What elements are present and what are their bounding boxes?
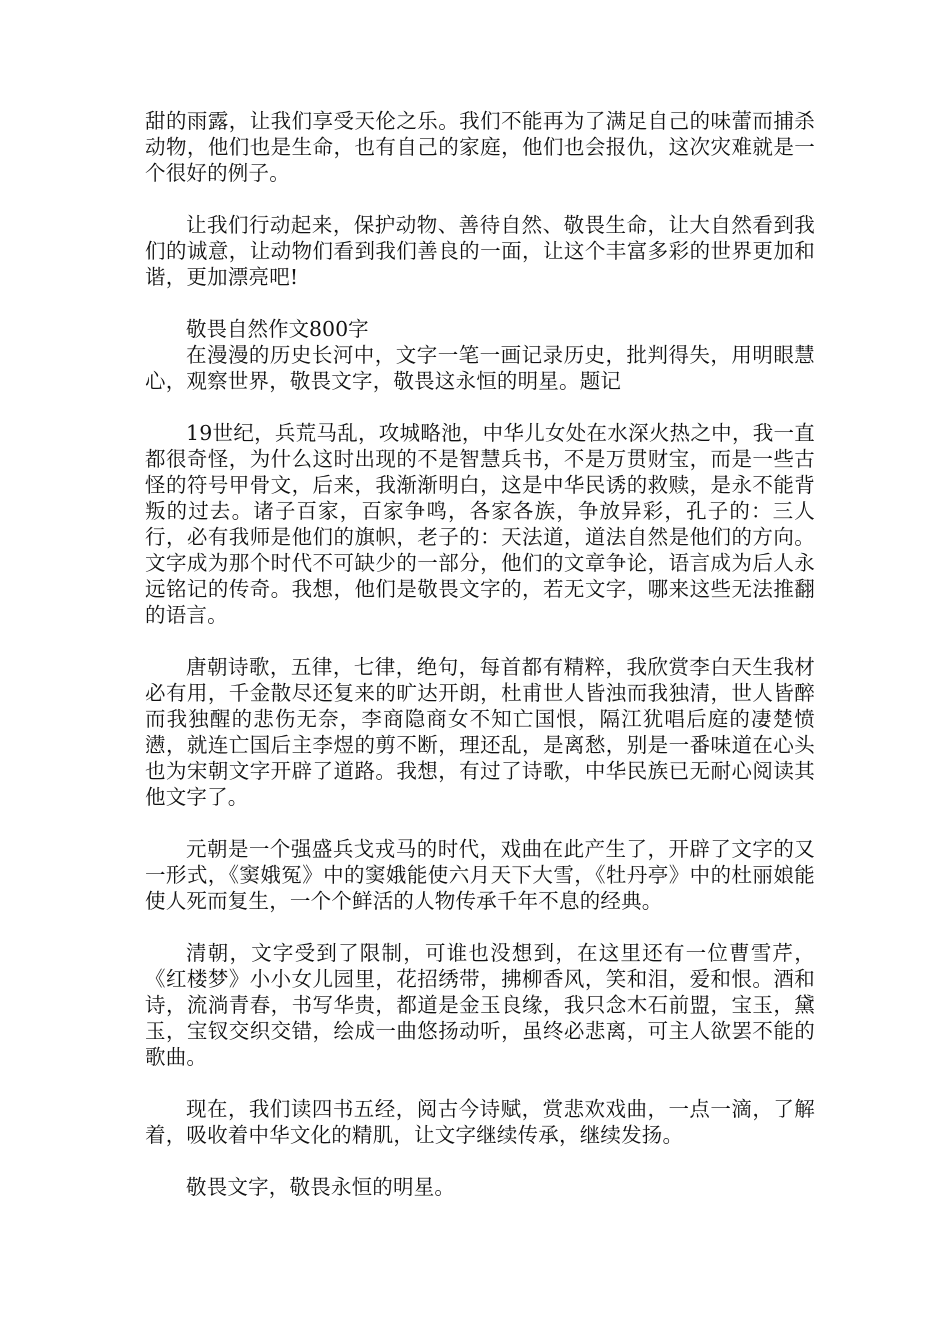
paragraph-continuation: 甜的雨露，让我们享受天伦之乐。我们不能再为了满足自己的味蕾而捕杀动物，他们也是生命，也有自己的家庭，他们也会报仇，这次灾难就是一个很好的例子。: [145, 109, 815, 185]
paragraph-qing-dynasty: 清朝，文字受到了限制，可谁也没想到，在这里还有一位曹雪芹，《红楼梦》小小女儿园里，花招绣带，拂柳香风，笑和泪，爱和恨。酒和诗，流淌青春，书写华贵，都道是金玉良缘，我只念木石前盟，宝玉，黛玉，宝钗交织交错，绘成一曲悠扬动听，虽终必悲离，可主人欲罢不能的歌曲。: [145, 941, 815, 1069]
paragraph-present: 现在，我们读四书五经，阅古今诗赋，赏悲欢戏曲，一点一滴，了解着，吸收着中华文化的精肌，让文字继续传承，继续发扬。: [145, 1097, 815, 1147]
paragraph-conclusion: 敬畏文字，敬畏永恒的明星。: [186, 1175, 456, 1199]
paragraph-tang-poetry: 唐朝诗歌，五律，七律，绝句，每首都有精粹，我欣赏李白天生我材必有用，千金散尽还复来的旷达开朗，杜甫世人皆浊而我独清，世人皆醉而我独醒的悲伤无奈，李商隐商女不知亡国恨，隔江犹唱后庭的凄楚愤懑，就连亡国后主李煜的剪不断，理还乱，是离愁，别是一番味道在心头也为宋朝文字开辟了道路。我想，有过了诗歌，中华民族已无耐心阅读其他文字了。: [145, 655, 815, 809]
paragraph-call-to-action: 让我们行动起来，保护动物、善待自然、敬畏生命，让大自然看到我们的诚意，让动物们看到我们善良的一面，让这个丰富多彩的世界更加和谐，更加漂亮吧!: [145, 213, 815, 289]
essay-title: 敬畏自然作文800字: [186, 317, 369, 341]
paragraph-19th-century: 19世纪，兵荒马乱，攻城略池，中华儿女处在水深火热之中，我一直都很奇怪，为什么这时出现的不是智慧兵书，不是万贯财宝，而是一些古怪的符号甲骨文，后来，我渐渐明白，这是中华民诱的救赎，是永不能背叛的过去。诸子百家，百家争鸣，各家各族，争放异彩，孔子的：三人行，必有我师是他们的旗帜，老子的：天法道，道法自然是他们的方向。文字成为那个时代不可缺少的一部分，他们的文章争论，语言成为后人永远铭记的传奇。我想，他们是敬畏文字的，若无文字，哪来这些无法推翻的语言。: [145, 421, 815, 627]
paragraph-intro: 在漫漫的历史长河中，文字一笔一画记录历史，批判得失，用明眼慧心，观察世界，敬畏文字，敬畏这永恒的明星。题记: [145, 343, 815, 393]
document-page: [145, 108, 815, 1200]
paragraph-yuan-drama: 元朝是一个强盛兵戈戎马的时代，戏曲在此产生了，开辟了文字的又一形式，《窦娥冤》中的窦娥能使六月天下大雪，《牡丹亭》中的杜丽娘能使人死而复生，一个个鲜活的人物传承千年不息的经典。: [145, 837, 815, 913]
